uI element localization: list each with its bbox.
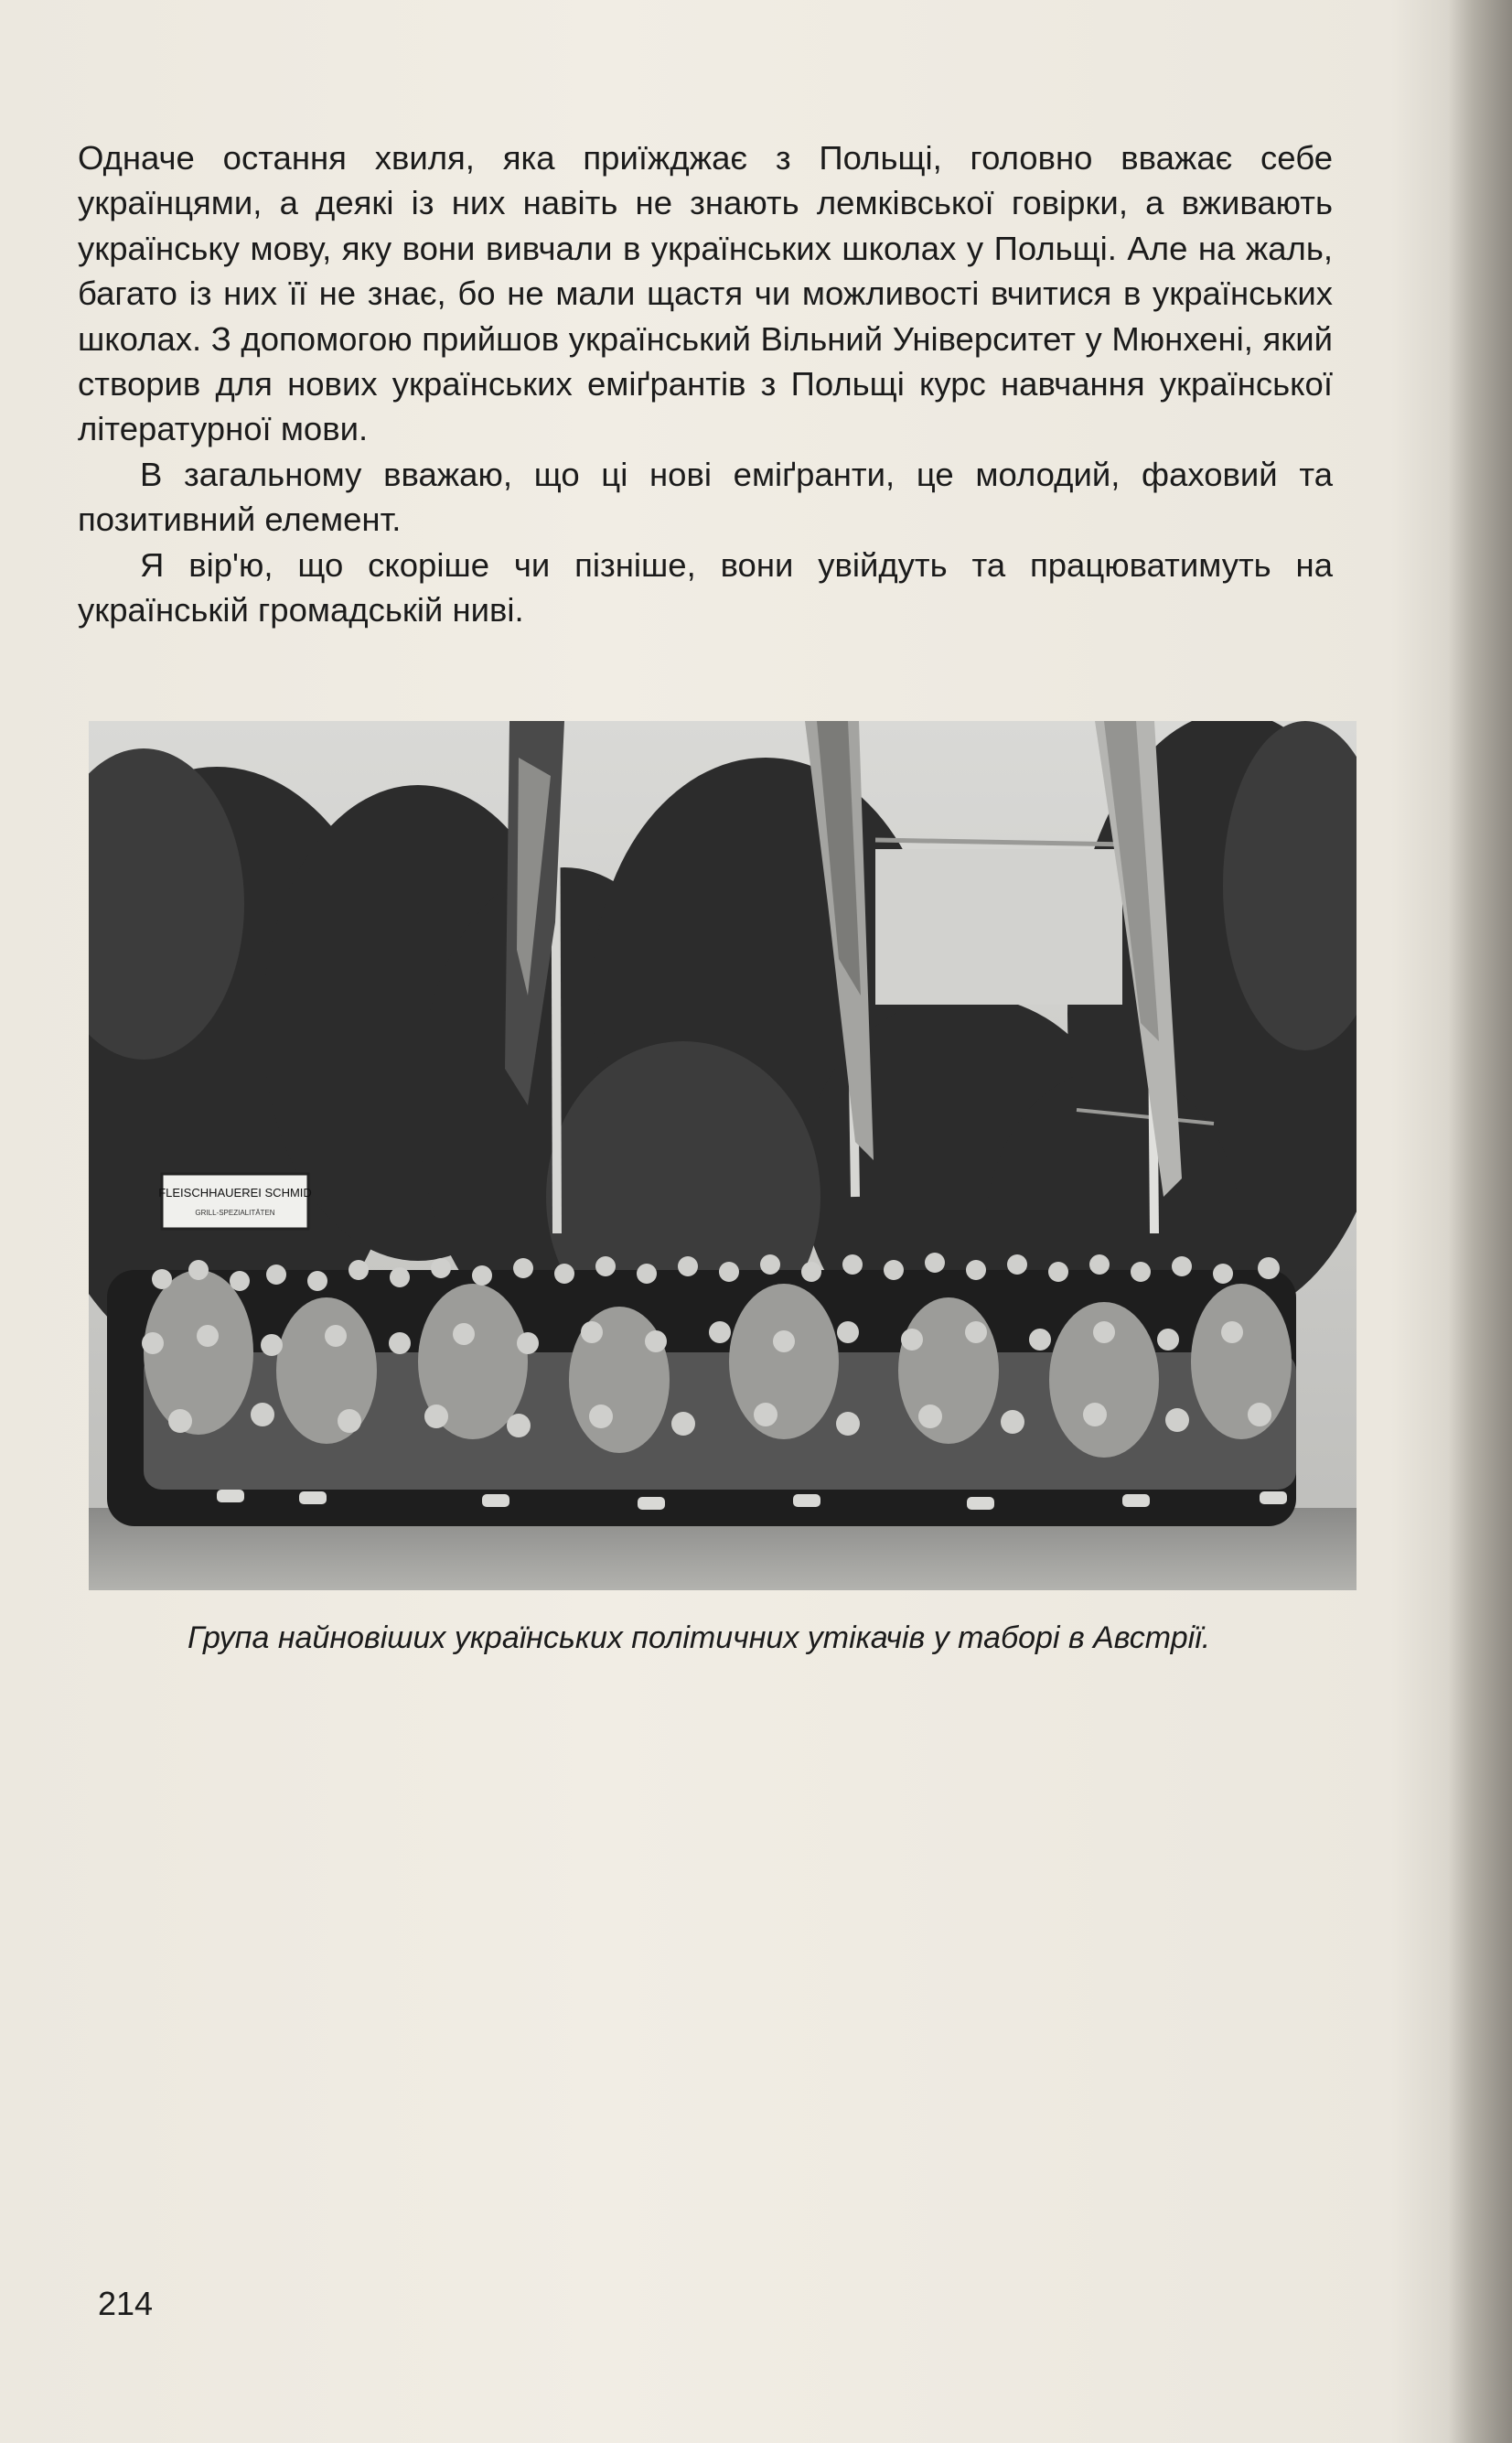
body-text — [78, 135, 1333, 632]
sign-line-2: GRILL-SPEZIALITÄTEN — [195, 1209, 275, 1217]
group-photo — [89, 721, 1357, 1590]
page-number: 214 — [98, 2285, 154, 2322]
paragraph-2: В загальному вважаю, що ці нові еміґранти, це молодий, фаховий та позитивний елемент. — [78, 455, 1333, 539]
book-spine-shadow — [1448, 0, 1512, 2443]
sign-line-1: FLEISCHHAUEREI SCHMID — [158, 1186, 312, 1200]
photo-caption: Група найновіших українських політичних утікачів у таборі в Австрії. — [188, 1620, 1211, 1655]
paragraph-1: Одначе остання хвиля, яка приїжджає з Польщі, головно вважає себе українцями, а деякі із них навіть не знають лемківської говірки, а вживають українську мову, яку вони вивчали в українських школах у Польщі. Але на жаль, багато із них її не знає, бо не мали щастя чи можливості вчитися в українських школах. З допомогою прийшов український Вільний Університет у Мюнхені, який створив для нових українських еміґрантів з Польщі курс навчання української літературної мови. — [78, 139, 1333, 448]
paragraph-3: Я вір'ю, що скоріше чи пізніше, вони увійдуть та працюватимуть на українській громадській ниві. — [78, 545, 1333, 630]
